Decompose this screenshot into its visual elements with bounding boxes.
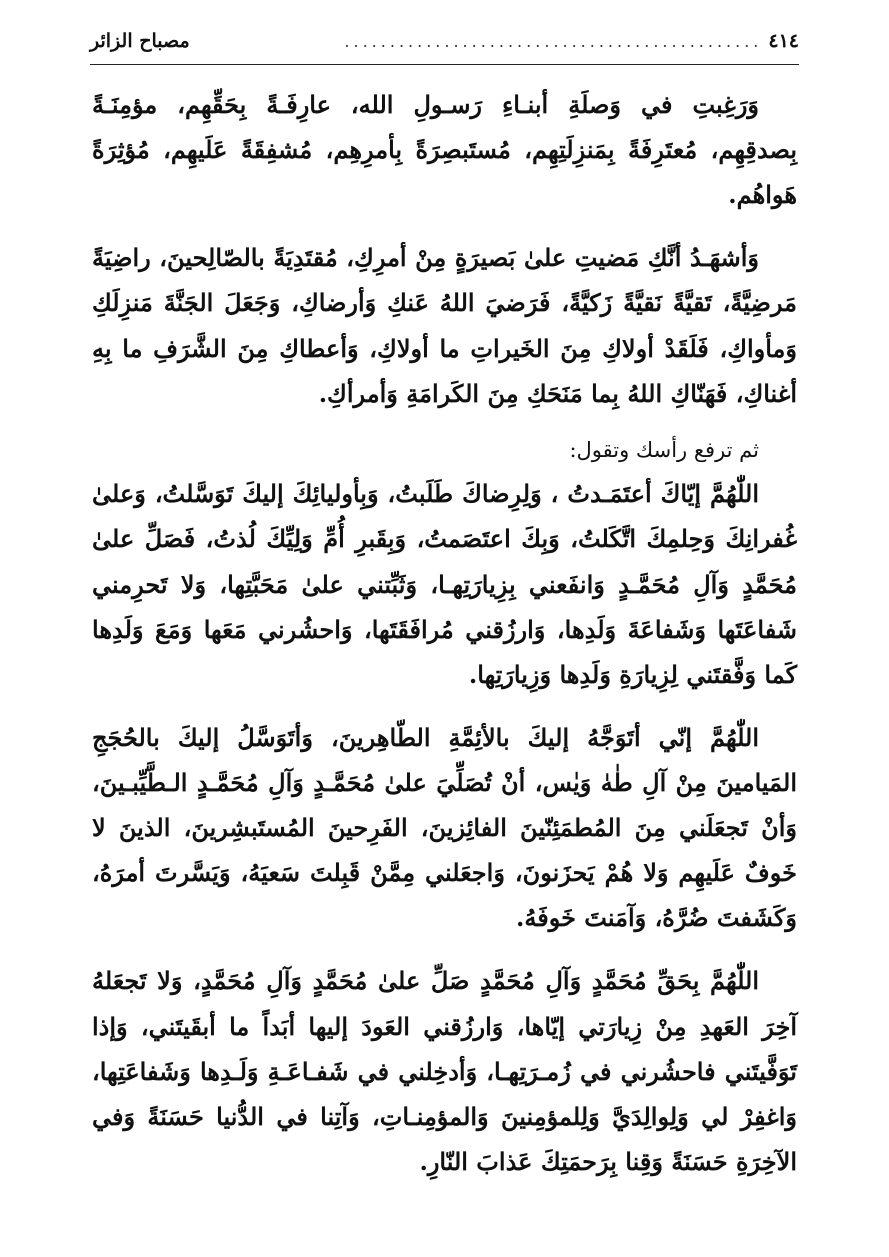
header-dot-leader: .............................................. [344, 32, 763, 51]
book-title: مصباح الزائر [90, 30, 190, 52]
page-number: ٤١٤ [768, 30, 799, 52]
paragraph-1: وَرَغِبتِ في وَصلَةِ أبنـاءِ رَسـولِ الله، عارِفَـةً بِحَقِّهِم، مؤمِنَـةً بِصدقِهِم، مُعتَرِفَةً بِمَنزِلَتِهِم، مُستَبصِرَةً بِأمرِهِم، مُشفِقَةً عَلَيهِم، مُؤثِرَةً هَواهُم. [92, 90, 797, 210]
paragraph-5: اللّٰهُمَّ بِحَقِّ مُحَمَّدٍ وَآلِ مُحَمَّدٍ صَلِّ علىٰ مُحَمَّدٍ وَآلِ مُحَمَّدٍ، وَلا تَجعَلهُ آخِرَ العَهدِ مِنْ زِيارَتي إيّاها، وَارزُقني العَودَ إليها أبَداً ما أبقَيتَني، وَإذا تَوَفَّيتَني فاحشُرني في زُمـرَتِهـا، وَأدخِلني في شَفـاعَـةِ وَلَـدِها وَشَفاعَتِها، وَاغفِرْ لي وَلِوالِدَيَّ وَلِلمؤمِنينَ وَالمؤمِنـاتِ، وَآتِنا في الدُّنيا حَسَنَةً وَفي الآخِرَةِ حَسَنَةً وَقِنا بِرَحمَتِكَ عَذابَ النّارِ. [92, 966, 797, 1176]
page-header [90, 30, 799, 65]
instruction-line: ثم ترفع رأسك وتقول: [569, 437, 759, 462]
paragraph-3: اللّٰهُمَّ إيّاكَ أعتَمَـدتُ ، وَلِرِضاكَ طَلَبتُ، وَبِأوليائِكَ إليكَ تَوَسَّلتُ، وَعلىٰ غُفرانِكَ وَحِلمِكَ اتَّكَلتُ، وَبِكَ اعتَصَمتُ، وَبِقَبرِ أُمِّ وَلِيِّكَ لُذتُ، فَصَلِّ علىٰ مُحَمَّدٍ وَآلِ مُحَمَّـدٍ وَانفَعني بِزِيارَتِهـا، وَثَبِّتني علىٰ مَحَبَّتِها، وَلا تَحرِمني شَفاعَتَها وَشَفاعَةَ وَلَدِها، وَارزُقني مُرافَقَتَها، وَاحشُرني مَعَها وَمَعَ وَلَدِها كَما وَفَّقتَني لِزِيارَةِ وَلَدِها وَزِيارَتِها. [92, 479, 797, 689]
page-body [92, 82, 797, 1202]
paragraph-4: اللّٰهُمَّ إنّي أتَوَجَّهُ إليكَ بالأئِمَّةِ الطّاهِرينَ، وَأتَوَسَّلُ إليكَ بالحُجَجِ المَيامينَ مِنْ آلِ طٰهٰ وَيٰس، أنْ تُصَلِّيَ علىٰ مُحَمَّـدٍ وَآلِ مُحَمَّـدٍ الـطَّيِّبـينَ، وَأنْ تَجعَلَني مِنَ المُطمَئِنّينَ الفائِزينَ، الفَرِحينَ المُستَبشِرينَ، الذينَ لا خَوفٌ عَلَيهِم وَلا هُمْ يَحزَنونَ، وَاجعَلني مِمَّنْ قَبِلتَ سَعيَهُ، وَيَسَّرتَ أمرَهُ، وَكَشَفتَ ضُرَّهُ، وَآمَنتَ خَوفَهُ. [92, 722, 798, 933]
paragraph-2: وَأشهَـدُ أنَّكِ مَضيتِ علىٰ بَصيرَةٍ مِنْ أمرِكِ، مُقتَدِيَةً بالصّالِحينَ، راضِيَةً مَرضِيَّةً، تَقيَّةً نَقيَّةً زَكيَّةً، فَرَضيَ اللهُ عَنكِ وَأرضاكِ، وَجَعَلَ الجَنَّةَ مَنزِلَكِ وَمأواكِ، فَلَقَدْ أولاكِ مِنَ الخَيراتِ ما أولاكِ، وَأعطاكِ مِنَ الشَّرَفِ ما بِهِ أغناكِ، فَهَنّاكِ اللهُ بِما مَنَحَكِ مِنَ الكَرامَةِ وَأمرأكِ. [92, 243, 797, 408]
